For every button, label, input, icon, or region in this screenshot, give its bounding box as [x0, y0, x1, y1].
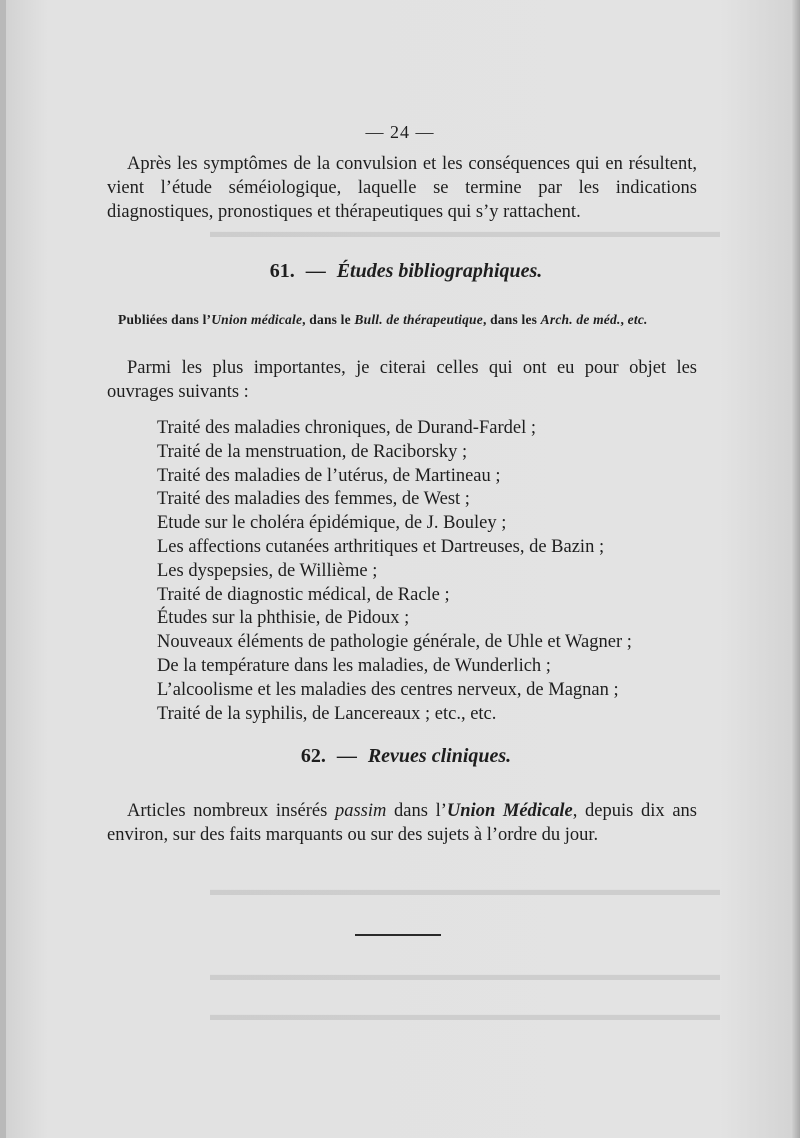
list-item: Etude sur le choléra épidémique, de J. Bouley ;	[157, 513, 507, 534]
articles-text-part: dans l’	[386, 801, 447, 821]
intro-paragraph	[107, 152, 697, 224]
works-intro-text: Parmi les plus importantes, je citerai celles qui ont eu pour objet les ouvrages suivants :	[107, 358, 697, 402]
list-item: De la température dans les maladies, de Wunderlich ;	[157, 655, 551, 676]
list-item: Les dyspepsies, de Willième ;	[157, 560, 378, 581]
closing-rule	[355, 934, 441, 936]
articles-text	[107, 799, 697, 847]
list-item: Les affections cutanées arthritiques et Dartreuses, de Bazin ;	[157, 536, 605, 557]
publication-union-medicale: Union médicale	[211, 312, 303, 327]
show-through-texture: ▬▬▬▬▬▬▬▬▬▬▬▬▬▬▬▬▬▬▬▬▬▬▬▬▬▬▬▬▬▬	[210, 222, 720, 241]
list-item: Traité des maladies des femmes, de West ;	[157, 489, 470, 510]
page-edge-right	[792, 0, 800, 1138]
articles-paragraph	[107, 799, 697, 847]
show-through-texture: ▬▬▬▬▬▬▬▬▬▬▬▬▬▬▬▬▬▬▬▬▬▬▬▬▬▬▬▬▬▬	[210, 965, 720, 984]
publication-etc: etc.	[627, 312, 648, 327]
publication-note-text: Publiées dans l’	[118, 312, 212, 327]
section-61-dash: —	[305, 260, 326, 282]
publication-note	[118, 312, 698, 328]
list-item: Traité de diagnostic médical, de Racle ;	[157, 584, 450, 605]
show-through-texture: ▬▬▬▬▬▬▬▬▬▬▬▬▬▬▬▬▬▬▬▬▬▬▬▬▬▬▬▬▬▬	[210, 880, 720, 899]
publication-arch-med: Arch. de méd.	[540, 312, 621, 327]
section-61-heading	[6, 260, 800, 283]
section-61-title: Études bibliographiques.	[336, 260, 543, 282]
works-intro-paragraph	[107, 356, 697, 404]
works-list	[157, 417, 697, 726]
list-item: L’alcoolisme et les maladies des centres nerveux, de Magnan ;	[157, 679, 619, 700]
publication-note-text: , dans le	[302, 312, 355, 327]
publication-bull-therapeutique: Bull. de thérapeutique	[354, 312, 483, 327]
list-item: Nouveaux éléments de pathologie générale, de Uhle et Wagner ;	[157, 632, 632, 653]
intro-text: Après les symptômes de la convulsion et les conséquences qui en résultent, vient l’étude séméiologique, laquelle se termine par les indications diagnostiques, pronostiques et thérapeutiques qui s’y rattachent.	[107, 154, 697, 222]
section-62-number: 62.	[300, 745, 326, 767]
list-item: Traité de la menstruation, de Raciborsky ;	[157, 441, 468, 462]
section-62-title: Revues cliniques.	[367, 745, 512, 767]
publication-note-text: ,	[620, 312, 628, 327]
list-item: Études sur la phthisie, de Pidoux ;	[157, 608, 410, 629]
list-item: Traité de la syphilis, de Lancereaux ; etc., etc.	[157, 703, 497, 724]
section-61-number: 61.	[269, 260, 295, 282]
articles-passim: passim	[334, 801, 387, 821]
list-item: Traité des maladies de l’utérus, de Martineau ;	[157, 465, 501, 486]
show-through-texture: ▬▬▬▬▬▬▬▬▬▬▬▬▬▬▬▬▬▬▬▬▬▬▬▬▬▬▬▬▬▬	[210, 1005, 720, 1024]
section-62-heading	[6, 745, 800, 768]
list-item: Traité des maladies chroniques, de Durand-Fardel ;	[157, 418, 536, 438]
articles-text-part: , depuis dix ans environ, sur des faits marquants ou sur des sujets à l’ordre du jour.	[107, 801, 697, 845]
page-number: — 24 —	[365, 122, 435, 142]
section-62-dash: —	[336, 745, 357, 767]
articles-union-medicale: Union Médicale	[446, 801, 573, 821]
page-edge-left	[0, 0, 6, 1138]
articles-text-part: Articles nombreux insérés	[127, 801, 335, 821]
publication-note-text: , dans les	[482, 312, 541, 327]
